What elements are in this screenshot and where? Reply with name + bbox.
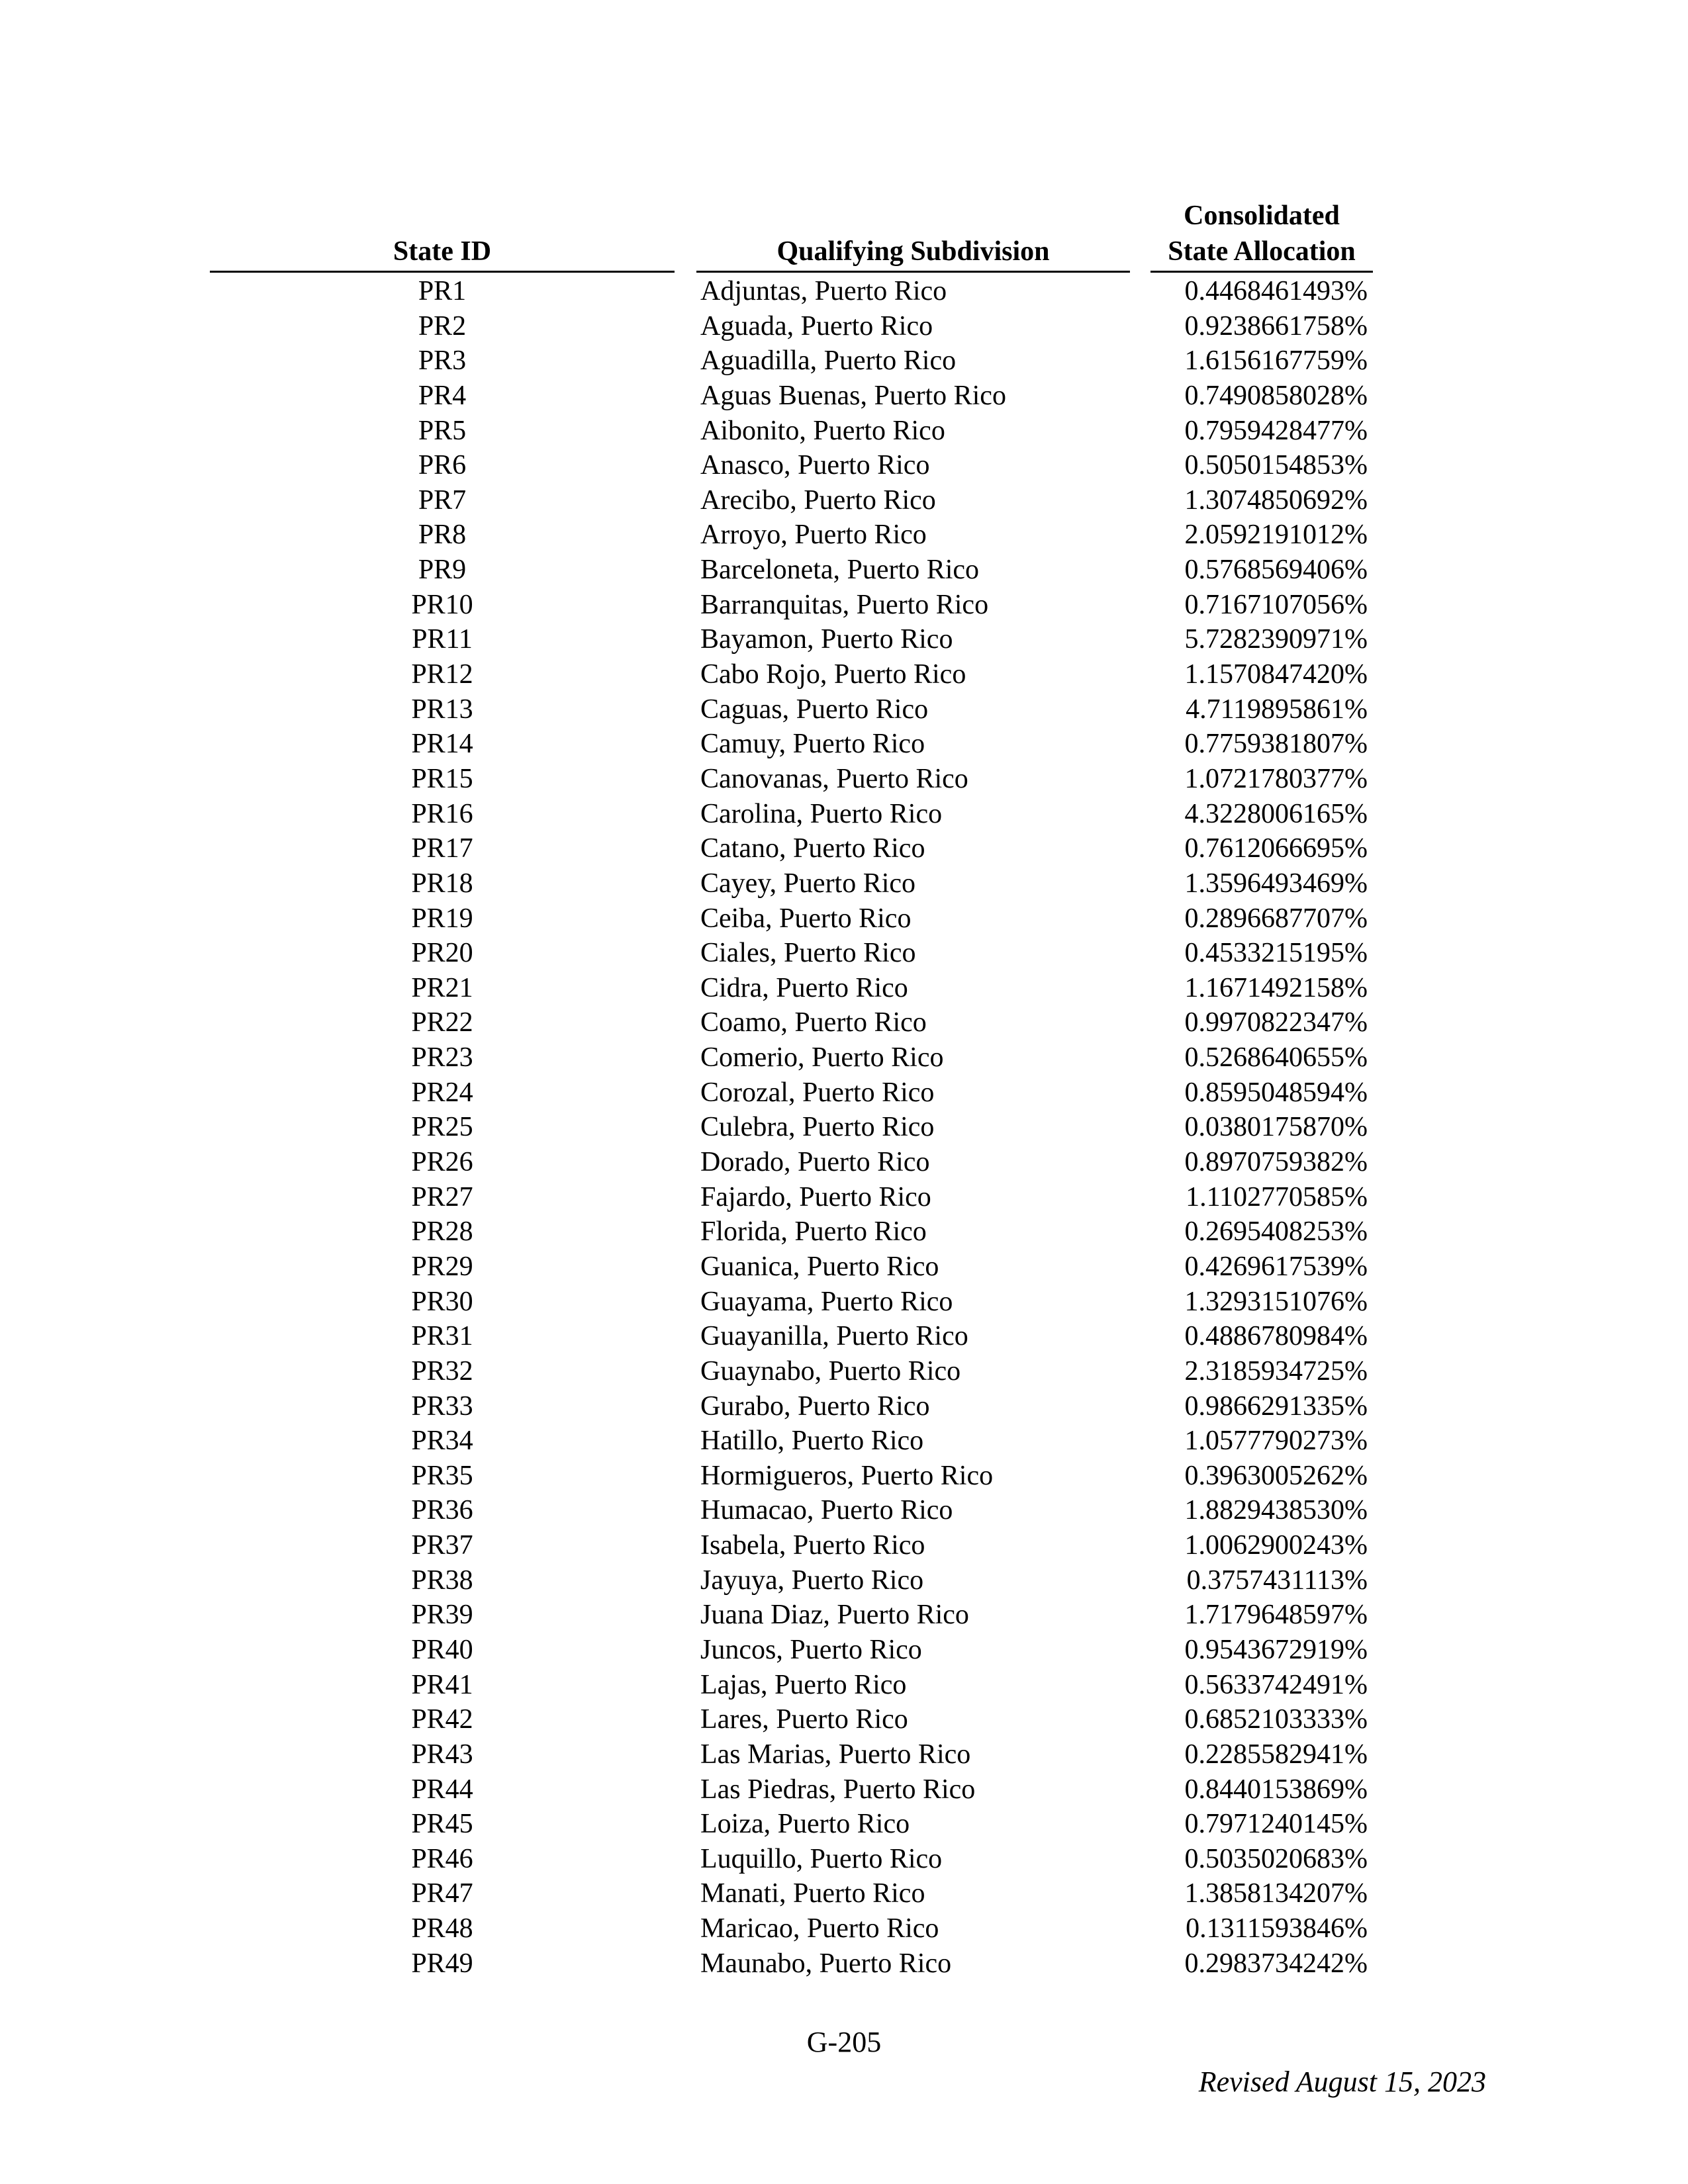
allocation-cell: 0.4533215195% — [1184, 938, 1368, 969]
state-id-cell: PR39 — [411, 1600, 473, 1631]
table-row — [0, 343, 1688, 379]
allocation-cell: 0.0380175870% — [1184, 1112, 1368, 1143]
state-id-cell: PR20 — [411, 938, 473, 969]
subdivision-cell: Lares, Puerto Rico — [700, 1704, 908, 1735]
subdivision-cell: Coamo, Puerto Rico — [700, 1007, 927, 1038]
state-id-cell: PR12 — [411, 659, 473, 690]
state-id-cell: PR17 — [411, 833, 473, 864]
table-row — [0, 1110, 1688, 1145]
state-id-cell: PR22 — [411, 1007, 473, 1038]
table-row — [0, 1424, 1688, 1459]
table-row — [0, 414, 1688, 449]
state-id-cell: PR7 — [418, 484, 467, 516]
table-row — [0, 1040, 1688, 1075]
state-id-cell: PR1 — [418, 276, 467, 306]
table-row — [0, 762, 1688, 797]
allocation-cell: 1.1102770585% — [1186, 1181, 1368, 1212]
state-id-cell: PR10 — [411, 589, 473, 620]
state-id-cell: PR42 — [411, 1704, 473, 1735]
subdivision-cell: Humacao, Puerto Rico — [700, 1495, 953, 1526]
table-row — [0, 1145, 1688, 1180]
state-id-cell: PR15 — [411, 763, 473, 794]
state-id-cell: PR4 — [418, 380, 467, 411]
table-body — [0, 274, 1688, 1981]
allocation-cell: 0.2695408253% — [1184, 1216, 1368, 1248]
subdivision-cell: Isabela, Puerto Rico — [700, 1530, 925, 1561]
allocation-cell: 0.5268640655% — [1184, 1042, 1368, 1073]
table-row — [0, 866, 1688, 901]
table-row — [0, 1005, 1688, 1040]
table-row — [0, 1528, 1688, 1563]
table-row — [0, 1250, 1688, 1285]
table-row — [0, 657, 1688, 692]
table-row — [0, 1214, 1688, 1250]
subdivision-cell: Fajardo, Puerto Rico — [700, 1181, 931, 1212]
allocation-cell: 0.4886780984% — [1184, 1321, 1368, 1352]
allocation-cell: 0.9970822347% — [1184, 1007, 1368, 1038]
state-id-cell: PR28 — [411, 1216, 473, 1248]
allocation-cell: 0.4468461493% — [1184, 276, 1368, 306]
subdivision-cell: Florida, Puerto Rico — [700, 1216, 927, 1248]
allocation-cell: 0.2896687707% — [1184, 903, 1368, 934]
state-id-cell: PR34 — [411, 1426, 473, 1457]
allocation-cell: 1.3858134207% — [1184, 1878, 1368, 1909]
allocation-cell: 0.7167107056% — [1184, 589, 1368, 620]
allocation-cell: 1.8829438530% — [1184, 1495, 1368, 1526]
subdivision-cell: Loiza, Puerto Rico — [700, 1809, 910, 1840]
state-id-cell: PR23 — [411, 1042, 473, 1073]
table-row — [0, 1459, 1688, 1494]
table-row — [0, 1668, 1688, 1703]
state-id-cell: PR33 — [411, 1390, 473, 1422]
state-id-cell: PR43 — [411, 1739, 473, 1770]
state-id-cell: PR24 — [411, 1077, 473, 1108]
state-id-cell: PR44 — [411, 1774, 473, 1805]
table-row — [0, 1180, 1688, 1215]
table-row — [0, 797, 1688, 832]
state-id-cell: PR2 — [418, 310, 467, 341]
header-state-id — [210, 193, 675, 273]
state-id-cell: PR16 — [411, 798, 473, 829]
table-row — [0, 1946, 1688, 1981]
allocation-cell: 0.5035020683% — [1184, 1843, 1368, 1874]
allocation-cell: 0.8970759382% — [1184, 1147, 1368, 1178]
allocation-cell: 0.3757431113% — [1186, 1565, 1368, 1596]
allocation-cell: 0.5050154853% — [1184, 450, 1368, 481]
state-id-cell: PR6 — [418, 450, 467, 481]
subdivision-cell: Aguas Buenas, Puerto Rico — [700, 380, 1006, 411]
subdivision-cell: Arecibo, Puerto Rico — [700, 484, 936, 516]
state-id-cell: PR27 — [411, 1181, 473, 1212]
table-row — [0, 622, 1688, 657]
state-id-cell: PR30 — [411, 1286, 473, 1317]
state-id-cell: PR9 — [418, 555, 467, 586]
table-row — [0, 692, 1688, 727]
allocation-cell: 0.1311593846% — [1186, 1913, 1368, 1944]
subdivision-cell: Bayamon, Puerto Rico — [700, 624, 953, 655]
state-id-cell: PR32 — [411, 1355, 473, 1387]
subdivision-cell: Camuy, Puerto Rico — [700, 729, 925, 760]
subdivision-cell: Cidra, Puerto Rico — [700, 972, 908, 1003]
table-row — [0, 1389, 1688, 1424]
state-id-cell: PR14 — [411, 729, 473, 760]
subdivision-cell: Aguadilla, Puerto Rico — [700, 345, 957, 377]
table-row — [0, 588, 1688, 623]
subdivision-cell: Las Marias, Puerto Rico — [700, 1739, 971, 1770]
subdivision-cell: Canovanas, Puerto Rico — [700, 763, 968, 794]
subdivision-cell: Juana Diaz, Puerto Rico — [700, 1600, 969, 1631]
state-id-cell: PR35 — [411, 1460, 473, 1491]
table-row — [0, 1842, 1688, 1877]
table-row — [0, 1598, 1688, 1633]
allocation-cell: 0.2285582941% — [1184, 1739, 1368, 1770]
state-id-cell: PR48 — [411, 1913, 473, 1944]
allocation-cell: 1.0577790273% — [1184, 1426, 1368, 1457]
allocation-cell: 5.7282390971% — [1184, 624, 1368, 655]
subdivision-cell: Comerio, Puerto Rico — [700, 1042, 944, 1073]
subdivision-cell: Maricao, Puerto Rico — [700, 1913, 939, 1944]
table-row — [0, 1285, 1688, 1320]
subdivision-cell: Aguada, Puerto Rico — [700, 310, 933, 341]
state-id-cell: PR8 — [418, 520, 467, 551]
state-id-cell: PR3 — [418, 345, 467, 377]
state-id-cell: PR36 — [411, 1495, 473, 1526]
state-id-cell: PR11 — [412, 624, 473, 655]
subdivision-cell: Culebra, Puerto Rico — [700, 1112, 935, 1143]
table-row — [0, 1075, 1688, 1111]
table-row — [0, 1737, 1688, 1772]
subdivision-cell: Maunabo, Puerto Rico — [700, 1948, 952, 1979]
subdivision-cell: Manati, Puerto Rico — [700, 1878, 925, 1909]
table-row — [0, 1876, 1688, 1911]
allocation-cell: 0.7612066695% — [1184, 833, 1368, 864]
state-id-cell: PR38 — [411, 1565, 473, 1596]
allocation-cell: 0.9543672919% — [1184, 1634, 1368, 1665]
revised-date: Revised August 15, 2023 — [1198, 2066, 1486, 2098]
table-row — [0, 274, 1688, 309]
state-id-cell: PR29 — [411, 1251, 473, 1282]
table-row — [0, 1354, 1688, 1389]
subdivision-cell: Barceloneta, Puerto Rico — [700, 555, 980, 586]
subdivision-cell: Cabo Rojo, Puerto Rico — [700, 659, 966, 690]
header-consolidated-state-allocation — [1150, 193, 1373, 273]
header-subdivision-label: Qualifying Subdivision — [776, 236, 1050, 267]
subdivision-cell: Adjuntas, Puerto Rico — [700, 276, 947, 306]
allocation-cell: 2.3185934725% — [1184, 1355, 1368, 1387]
state-id-cell: PR40 — [411, 1634, 473, 1665]
allocation-cell: 0.8440153869% — [1184, 1774, 1368, 1805]
allocation-cell: 1.3596493469% — [1184, 868, 1368, 899]
table-row — [0, 901, 1688, 936]
subdivision-cell: Ciales, Puerto Rico — [700, 938, 916, 969]
allocation-cell: 1.6156167759% — [1184, 345, 1368, 377]
allocation-cell: 4.3228006165% — [1184, 798, 1368, 829]
table-row — [0, 1702, 1688, 1737]
allocation-cell: 0.5633742491% — [1184, 1669, 1368, 1700]
subdivision-cell: Guaynabo, Puerto Rico — [700, 1355, 961, 1387]
table-row — [0, 483, 1688, 518]
subdivision-cell: Guayama, Puerto Rico — [700, 1286, 953, 1317]
header-allocation-line2: State Allocation — [1168, 236, 1356, 267]
table-row — [0, 936, 1688, 971]
allocation-cell: 0.7971240145% — [1184, 1809, 1368, 1840]
allocation-cell: 1.1570847420% — [1184, 659, 1368, 690]
table-row — [0, 727, 1688, 762]
allocation-cell: 0.7759381807% — [1184, 729, 1368, 760]
state-id-cell: PR45 — [411, 1809, 473, 1840]
table-row — [0, 518, 1688, 553]
table-row — [0, 1772, 1688, 1807]
state-id-cell: PR19 — [411, 903, 473, 934]
state-id-cell: PR25 — [411, 1112, 473, 1143]
subdivision-cell: Aibonito, Puerto Rico — [700, 415, 945, 446]
state-id-cell: PR5 — [418, 415, 467, 446]
state-id-cell: PR37 — [411, 1530, 473, 1561]
allocation-cell: 1.7179648597% — [1184, 1600, 1368, 1631]
subdivision-cell: Guayanilla, Puerto Rico — [700, 1321, 968, 1352]
allocation-cell: 0.9238661758% — [1184, 310, 1368, 341]
table-header — [0, 193, 1688, 273]
subdivision-cell: Juncos, Puerto Rico — [700, 1634, 922, 1665]
allocation-cell: 2.0592191012% — [1184, 520, 1368, 551]
subdivision-cell: Hormigueros, Puerto Rico — [700, 1460, 994, 1491]
subdivision-cell: Dorado, Puerto Rico — [700, 1147, 930, 1178]
state-id-cell: PR49 — [411, 1948, 473, 1979]
allocation-cell: 1.3293151076% — [1184, 1286, 1368, 1317]
state-id-cell: PR47 — [411, 1878, 473, 1909]
allocation-cell: 0.5768569406% — [1184, 555, 1368, 586]
table-row — [0, 309, 1688, 344]
allocation-cell: 0.7959428477% — [1184, 415, 1368, 446]
state-id-cell: PR21 — [411, 972, 473, 1003]
allocation-cell: 4.7119895861% — [1186, 694, 1368, 725]
state-id-cell: PR13 — [411, 694, 473, 725]
table-row — [0, 1633, 1688, 1668]
table-row — [0, 971, 1688, 1006]
subdivision-cell: Ceiba, Puerto Rico — [700, 903, 912, 934]
table-row — [0, 379, 1688, 414]
state-id-cell: PR26 — [411, 1147, 473, 1178]
table-row — [0, 1319, 1688, 1354]
allocation-cell: 0.7490858028% — [1184, 380, 1368, 411]
subdivision-cell: Gurabo, Puerto Rico — [700, 1390, 930, 1422]
state-id-cell: PR18 — [411, 868, 473, 899]
allocation-cell: 1.3074850692% — [1184, 484, 1368, 516]
table-row — [0, 1807, 1688, 1842]
header-allocation-line1: Consolidated — [1184, 201, 1340, 231]
state-id-cell: PR46 — [411, 1843, 473, 1874]
subdivision-cell: Barranquitas, Puerto Rico — [700, 589, 989, 620]
header-state-id-label: State ID — [393, 236, 492, 267]
subdivision-cell: Corozal, Puerto Rico — [700, 1077, 935, 1108]
table-row — [0, 553, 1688, 588]
allocation-cell: 0.2983734242% — [1184, 1948, 1368, 1979]
subdivision-cell: Carolina, Puerto Rico — [700, 798, 943, 829]
subdivision-cell: Cayey, Puerto Rico — [700, 868, 916, 899]
allocation-cell: 1.0062900243% — [1184, 1530, 1368, 1561]
allocation-cell: 0.6852103333% — [1184, 1704, 1368, 1735]
allocation-cell: 0.9866291335% — [1184, 1390, 1368, 1422]
table-row — [0, 1563, 1688, 1598]
allocation-cell: 1.1671492158% — [1184, 972, 1368, 1003]
subdivision-cell: Jayuya, Puerto Rico — [700, 1565, 924, 1596]
table-row — [0, 448, 1688, 483]
subdivision-cell: Luquillo, Puerto Rico — [700, 1843, 943, 1874]
subdivision-cell: Las Piedras, Puerto Rico — [700, 1774, 976, 1805]
subdivision-cell: Guanica, Puerto Rico — [700, 1251, 939, 1282]
table-row — [0, 1911, 1688, 1946]
table-row — [0, 1493, 1688, 1528]
subdivision-cell: Hatillo, Puerto Rico — [700, 1426, 924, 1457]
subdivision-cell: Catano, Puerto Rico — [700, 833, 925, 864]
header-qualifying-subdivision — [696, 193, 1130, 273]
state-id-cell: PR41 — [411, 1669, 473, 1700]
allocation-cell: 0.4269617539% — [1184, 1251, 1368, 1282]
subdivision-cell: Caguas, Puerto Rico — [700, 694, 929, 725]
allocation-cell: 1.0721780377% — [1184, 763, 1368, 794]
allocation-cell: 0.3963005262% — [1184, 1460, 1368, 1491]
page-number: G-205 — [806, 2026, 882, 2058]
allocation-cell: 0.8595048594% — [1184, 1077, 1368, 1108]
subdivision-cell: Lajas, Puerto Rico — [700, 1669, 907, 1700]
state-id-cell: PR31 — [411, 1321, 473, 1352]
subdivision-cell: Arroyo, Puerto Rico — [700, 520, 927, 551]
subdivision-cell: Anasco, Puerto Rico — [700, 450, 930, 481]
table-row — [0, 831, 1688, 866]
